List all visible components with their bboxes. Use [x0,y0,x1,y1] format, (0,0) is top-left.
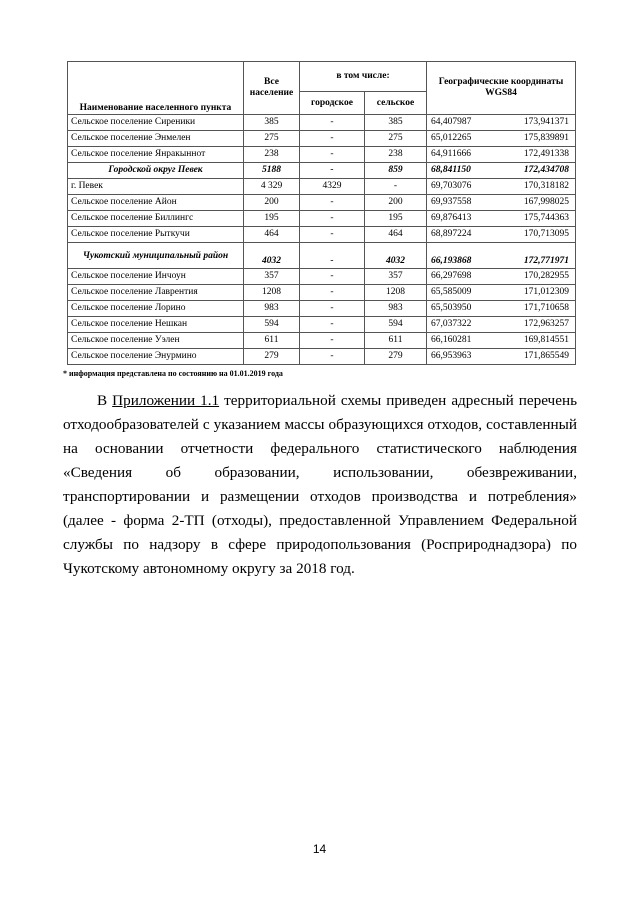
cell-latitude: 65,503950 [427,301,502,317]
cell-rural: 983 [365,301,427,317]
table-row [68,269,576,285]
cell-rural: 859 [365,163,427,179]
cell-total: 4 329 [244,179,300,195]
cell-longitude: 172,434708 [502,163,576,179]
cell-name: Сельское поселение Янракыннот [68,147,244,163]
cell-rural: - [365,179,427,195]
cell-name: Сельское поселение Айон [68,195,244,211]
cell-latitude: 65,585009 [427,285,502,301]
cell-rural: 594 [365,317,427,333]
cell-longitude: 172,491338 [502,147,576,163]
table-row [68,179,576,195]
table-row [68,147,576,163]
table-row [68,285,576,301]
cell-total: 1208 [244,285,300,301]
cell-latitude: 69,703076 [427,179,502,195]
cell-latitude: 64,911666 [427,147,502,163]
cell-urban: 4329 [300,179,365,195]
cell-name: Сельское поселение Биллингс [68,211,244,227]
cell-total: 5188 [244,163,300,179]
cell-rural: 275 [365,131,427,147]
cell-total: 611 [244,333,300,349]
cell-name: Сельское поселение Энмелен [68,131,244,147]
cell-longitude: 170,282955 [502,269,576,285]
cell-latitude: 68,897224 [427,227,502,243]
cell-rural: 4032 [365,243,427,269]
cell-urban: - [300,163,365,179]
header-coords: Географические координаты WGS84 [427,62,576,115]
cell-urban: - [300,243,365,269]
cell-latitude: 66,297698 [427,269,502,285]
cell-total: 385 [244,115,300,131]
cell-name: Сельское поселение Энурмино [68,349,244,365]
header-name: Наименование населенного пункта [68,62,244,115]
cell-latitude: 66,953963 [427,349,502,365]
header-total: Все население [244,62,300,115]
cell-longitude: 172,963257 [502,317,576,333]
cell-name: Сельское поселение Нешкан [68,317,244,333]
appendix-link[interactable]: Приложении 1.1 [112,392,220,409]
cell-latitude: 66,160281 [427,333,502,349]
cell-latitude: 66,193868 [427,243,502,269]
table-row [68,349,576,365]
header-rural: сельское [365,92,427,115]
table-row [68,211,576,227]
cell-longitude: 173,941371 [502,115,576,131]
page-number: 14 [312,842,327,856]
cell-longitude: 167,998025 [502,195,576,211]
table-row [68,115,576,131]
cell-longitude: 170,713095 [502,227,576,243]
cell-longitude: 172,771971 [502,243,576,269]
cell-longitude: 170,318182 [502,179,576,195]
cell-urban: - [300,269,365,285]
table-row [68,227,576,243]
cell-urban: - [300,211,365,227]
cell-latitude: 69,876413 [427,211,502,227]
cell-total: 357 [244,269,300,285]
table-row [68,131,576,147]
cell-urban: - [300,349,365,365]
cell-name: Сельское поселение Рыткучи [68,227,244,243]
cell-latitude: 64,407987 [427,115,502,131]
table-row [68,301,576,317]
cell-urban: - [300,285,365,301]
cell-total: 238 [244,147,300,163]
cell-urban: - [300,131,365,147]
table-row [68,195,576,211]
cell-total: 279 [244,349,300,365]
cell-urban: - [300,301,365,317]
cell-rural: 238 [365,147,427,163]
header-including: в том числе: [300,62,427,92]
cell-rural: 195 [365,211,427,227]
cell-name: Чукотский муниципальный район [68,243,244,269]
body-paragraph [63,389,577,581]
cell-latitude: 69,937558 [427,195,502,211]
cell-rural: 385 [365,115,427,131]
cell-latitude: 65,012265 [427,131,502,147]
header-urban: городское [300,92,365,115]
table-body [68,115,576,365]
cell-total: 594 [244,317,300,333]
cell-urban: - [300,317,365,333]
cell-longitude: 171,012309 [502,285,576,301]
cell-total: 275 [244,131,300,147]
cell-name: Городской округ Певек [68,163,244,179]
settlements-table [67,61,576,365]
cell-name: г. Певек [68,179,244,195]
table-row [68,163,576,179]
cell-longitude: 171,865549 [502,349,576,365]
cell-name: Сельское поселение Инчоун [68,269,244,285]
cell-rural: 279 [365,349,427,365]
cell-rural: 357 [365,269,427,285]
cell-name: Сельское поселение Лорино [68,301,244,317]
cell-latitude: 68,841150 [427,163,502,179]
cell-name: Сельское поселение Уэлен [68,333,244,349]
table-row [68,333,576,349]
cell-urban: - [300,147,365,163]
cell-name: Сельское поселение Лаврентия [68,285,244,301]
cell-urban: - [300,115,365,131]
cell-rural: 611 [365,333,427,349]
cell-rural: 464 [365,227,427,243]
cell-longitude: 175,839891 [502,131,576,147]
cell-latitude: 67,037322 [427,317,502,333]
cell-rural: 1208 [365,285,427,301]
cell-rural: 200 [365,195,427,211]
cell-urban: - [300,195,365,211]
cell-longitude: 175,744363 [502,211,576,227]
cell-total: 464 [244,227,300,243]
cell-total: 195 [244,211,300,227]
cell-total: 4032 [244,243,300,269]
cell-name: Сельское поселение Сиреники [68,115,244,131]
cell-total: 200 [244,195,300,211]
cell-longitude: 169,814551 [502,333,576,349]
table-row [68,317,576,333]
cell-urban: - [300,227,365,243]
paragraph-rest: территориальной схемы приведен адресный перечень отходообразователей с указанием массы образующихся отходов, составленный на основании отчетности федерального статистического наблюдения «Сведения об образовании, использовании, обезвреживании, транспортировании и размещении отходов производства и потребления» (далее - форма 2-ТП (отходы), предоставленной Управлением Федеральной службы по надзору в сфере природопользования (Росприроднадзора) по Чукотскому автономному округу за 2018 год. [63,392,577,577]
paragraph-lead: В [97,392,113,409]
table-row [68,243,576,269]
cell-urban: - [300,333,365,349]
cell-total: 983 [244,301,300,317]
cell-longitude: 171,710658 [502,301,576,317]
table-footnote: * информация представлена по состоянию на 01.01.2019 года [63,369,283,378]
